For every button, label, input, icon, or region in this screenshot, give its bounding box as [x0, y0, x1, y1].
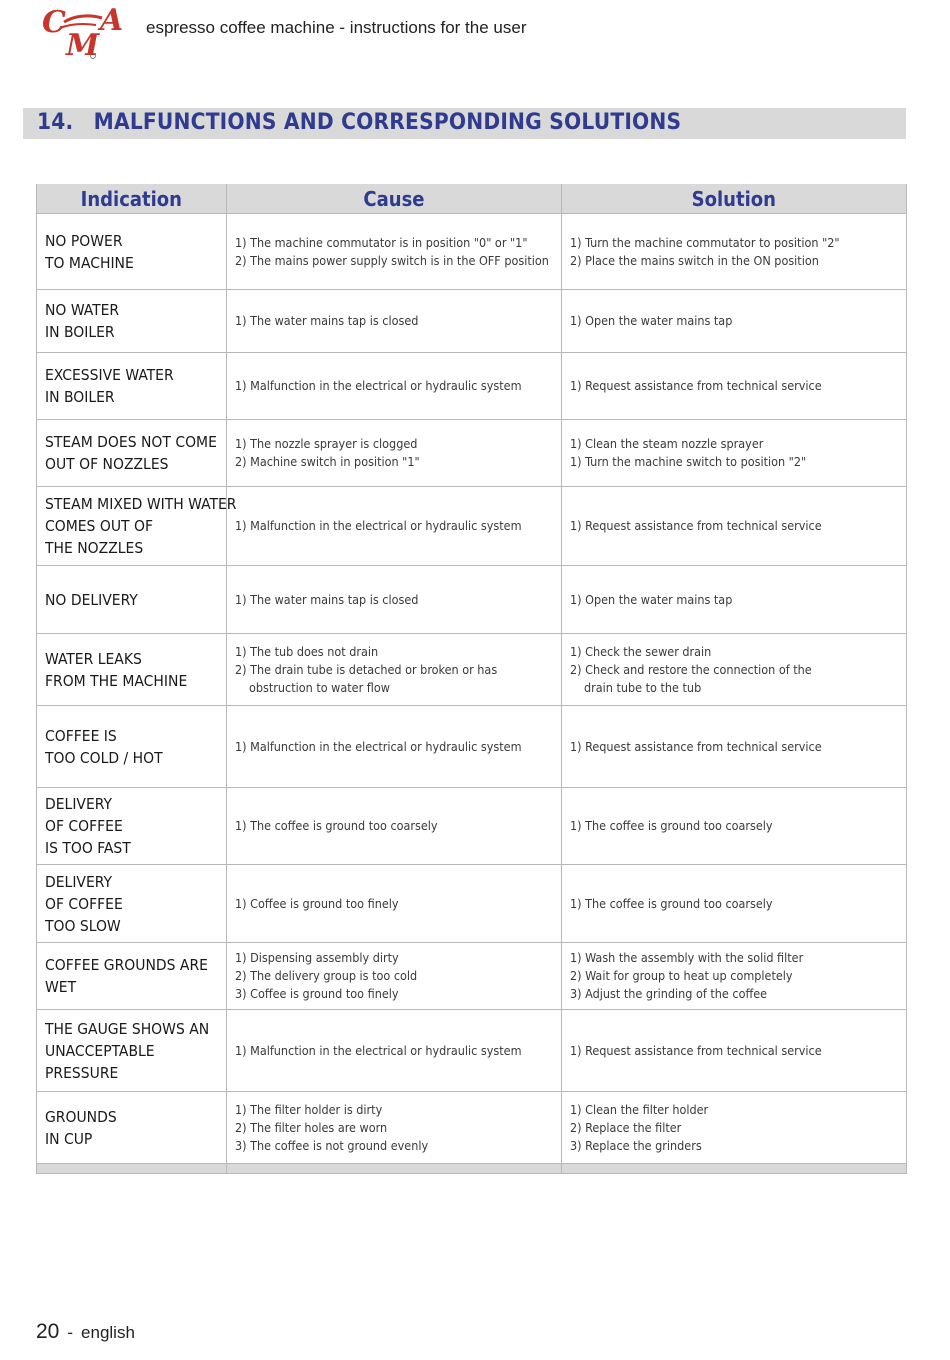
- solution-cell: 1) Check the sewer drain 2) Check and restore the connection of the drain tube to the tub: [562, 634, 907, 706]
- header-indication: Indication: [37, 184, 227, 214]
- table-footer-cell: [562, 1164, 907, 1174]
- table-row: [37, 290, 907, 353]
- solution-cell: 1) Turn the machine commutator to position "2" 2) Place the mains switch in the ON position: [562, 214, 907, 290]
- table-row: [37, 706, 907, 788]
- svg-text:C: C: [42, 5, 66, 40]
- cause-cell: 1) Malfunction in the electrical or hydraulic system: [227, 487, 562, 566]
- cause-cell: 1) The coffee is ground too coarsely: [227, 788, 562, 865]
- cma-logo: [40, 2, 132, 60]
- solution-cell: 1) Clean the steam nozzle sprayer 1) Turn the machine switch to position "2": [562, 420, 907, 487]
- section-title: [37, 110, 681, 135]
- cause-cell: 1) Coffee is ground too finely: [227, 865, 562, 943]
- table-footer-cell: [37, 1164, 227, 1174]
- indication-cell: COFFEE IS TOO COLD / HOT: [37, 706, 227, 788]
- cause-cell: 1) Malfunction in the electrical or hydraulic system: [227, 1010, 562, 1092]
- table-row: [37, 1092, 907, 1164]
- page-number: 20: [36, 1320, 60, 1343]
- solution-cell: 1) The coffee is ground too coarsely: [562, 788, 907, 865]
- indication-cell: WATER LEAKS FROM THE MACHINE: [37, 634, 227, 706]
- troubleshooting-table: [36, 184, 907, 1174]
- indication-cell: THE GAUGE SHOWS AN UNACCEPTABLE PRESSURE: [37, 1010, 227, 1092]
- indication-cell: NO DELIVERY: [37, 566, 227, 634]
- table-row: [37, 788, 907, 865]
- indication-cell: STEAM DOES NOT COME OUT OF NOZZLES: [37, 420, 227, 487]
- cause-cell: 1) The filter holder is dirty 2) The filter holes are worn 3) The coffee is not ground evenly: [227, 1092, 562, 1164]
- table-row: [37, 487, 907, 566]
- header-cause: Cause: [227, 184, 562, 214]
- cause-cell: 1) The water mains tap is closed: [227, 290, 562, 353]
- table-row: [37, 865, 907, 943]
- table-row: [37, 353, 907, 420]
- document-title: espresso coffee machine - instructions for the user: [146, 18, 527, 37]
- indication-cell: STEAM MIXED WITH WATER COMES OUT OF THE NOZZLES: [37, 487, 227, 566]
- table-header-row: [37, 184, 907, 214]
- svg-text:A: A: [100, 3, 124, 38]
- solution-cell: 1) The coffee is ground too coarsely: [562, 865, 907, 943]
- table-footer-bar: [37, 1164, 907, 1174]
- section-heading-bar: [23, 108, 906, 139]
- cause-cell: 1) Malfunction in the electrical or hydraulic system: [227, 353, 562, 420]
- section-number: 14.: [37, 110, 74, 135]
- table-row: [37, 214, 907, 290]
- cause-cell: 1) The machine commutator is in position "0" or "1" 2) The mains power supply switch is in the OFF position: [227, 214, 562, 290]
- solution-cell: 1) Request assistance from technical service: [562, 353, 907, 420]
- table-row: [37, 420, 907, 487]
- cause-cell: 1) Dispensing assembly dirty 2) The delivery group is too cold 3) Coffee is ground too finely: [227, 943, 562, 1010]
- cause-cell: 1) The water mains tap is closed: [227, 566, 562, 634]
- indication-cell: NO POWER TO MACHINE: [37, 214, 227, 290]
- table-row: [37, 634, 907, 706]
- indication-cell: NO WATER IN BOILER: [37, 290, 227, 353]
- indication-cell: DELIVERY OF COFFEE TOO SLOW: [37, 865, 227, 943]
- solution-cell: 1) Request assistance from technical service: [562, 706, 907, 788]
- solution-cell: 1) Open the water mains tap: [562, 566, 907, 634]
- indication-cell: GROUNDS IN CUP: [37, 1092, 227, 1164]
- indication-cell: COFFEE GROUNDS ARE WET: [37, 943, 227, 1010]
- solution-cell: 1) Open the water mains tap: [562, 290, 907, 353]
- solution-cell: 1) Wash the assembly with the solid filter 2) Wait for group to heat up completely 3) Adjust the grinding of the coffee: [562, 943, 907, 1010]
- footer-language: english: [81, 1323, 135, 1342]
- footer-separator: -: [67, 1323, 74, 1342]
- table-row: [37, 1010, 907, 1092]
- solution-cell: 1) Clean the filter holder 2) Replace the filter 3) Replace the grinders: [562, 1092, 907, 1164]
- cause-cell: 1) The nozzle sprayer is clogged 2) Machine switch in position "1": [227, 420, 562, 487]
- svg-text:M: M: [66, 28, 100, 60]
- table-footer-cell: [227, 1164, 562, 1174]
- page-footer: [36, 1320, 135, 1344]
- cause-cell: 1) Malfunction in the electrical or hydraulic system: [227, 706, 562, 788]
- cause-cell: 1) The tub does not drain 2) The drain tube is detached or broken or has obstruction to water flow: [227, 634, 562, 706]
- indication-cell: EXCESSIVE WATER IN BOILER: [37, 353, 227, 420]
- solution-cell: 1) Request assistance from technical service: [562, 487, 907, 566]
- indication-cell: DELIVERY OF COFFEE IS TOO FAST: [37, 788, 227, 865]
- table-row: [37, 566, 907, 634]
- table-row: [37, 943, 907, 1010]
- solution-cell: 1) Request assistance from technical service: [562, 1010, 907, 1092]
- header-solution: Solution: [562, 184, 907, 214]
- section-title-text: MALFUNCTIONS AND CORRESPONDING SOLUTIONS: [93, 110, 682, 135]
